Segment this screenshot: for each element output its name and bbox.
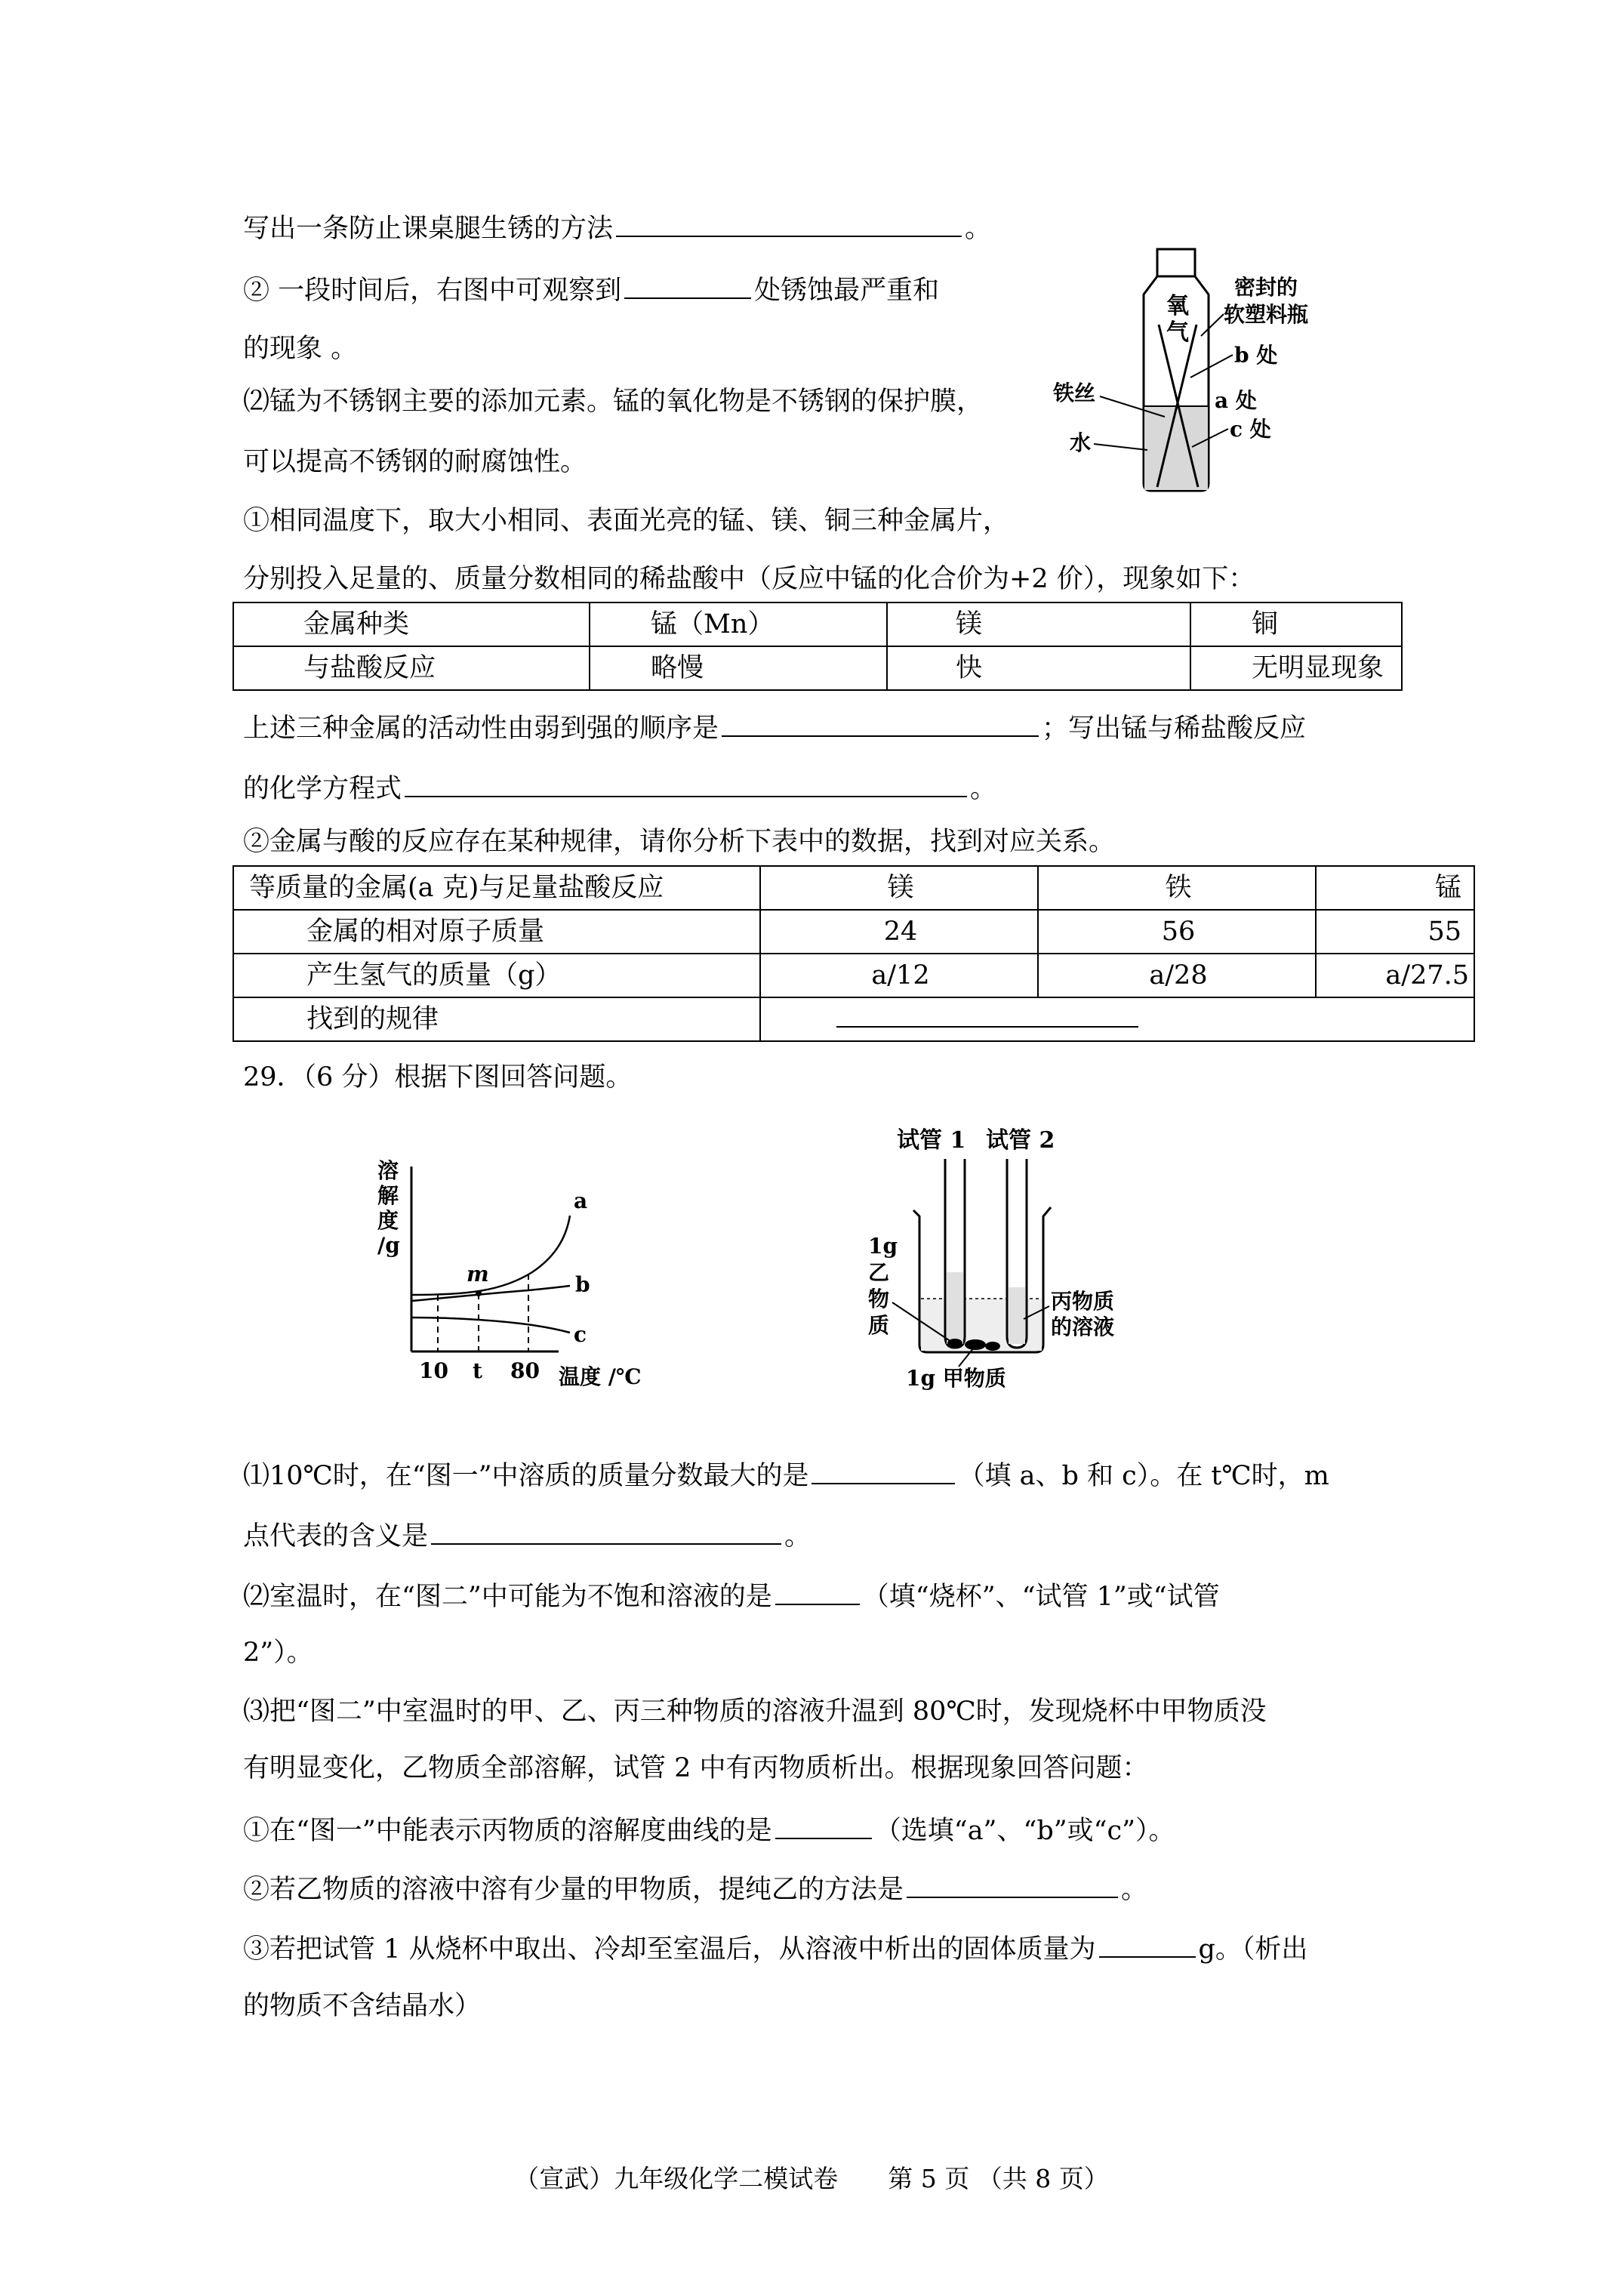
answer-blank[interactable] [616, 210, 962, 237]
page-footer: （宣武）九年级化学二模试卷 第 5 页 （共 8 页） [514, 2164, 1109, 2193]
point-m-label: m [467, 1262, 489, 1287]
sealed-bottle-label: 密封的 [1234, 275, 1298, 300]
table-row: 等质量的金属(a 克)与足量盐酸反应 镁 铁 锰 [233, 866, 1474, 910]
line-12: 点代表的含义是 。 [243, 1518, 811, 1553]
answer-blank[interactable] [775, 1812, 872, 1839]
curve-b-label: b [575, 1272, 590, 1297]
bottle-cap [1157, 249, 1195, 276]
line-7: 分别投入足量的、质量分数相同的稀盐酸中（反应中锰的化合价为+2 价），现象如下： [243, 564, 1255, 594]
line-17: ①在“图一”中能表示丙物质的溶解度曲线的是 （选填“a”、“b”或“c”）。 [243, 1812, 1175, 1848]
point-b-label: b 处 [1234, 343, 1278, 368]
point-c-label: c 处 [1230, 417, 1271, 442]
rust-bottle-figure [1053, 242, 1340, 498]
line-6: ①相同温度下，取大小相同、表面光亮的锰、镁、铜三种金属片， [243, 506, 1010, 536]
line-16: 有明显变化，乙物质全部溶解，试管 2 中有丙物质析出。根据现象回答问题： [243, 1753, 1149, 1783]
line-11: ⑴10℃时，在“图一”中溶质的质量分数最大的是 （填 a、b 和 c）。在 t℃时，m [243, 1457, 1329, 1493]
jia-label: 1g 甲物质 [906, 1366, 1006, 1391]
yi-label: 1g [868, 1234, 898, 1259]
point-a-label: a 处 [1215, 388, 1257, 413]
curve-a-label: a [574, 1188, 588, 1213]
table-row: 金属的相对原子质量 24 56 55 [233, 910, 1474, 954]
iron-wire-label: 铁丝 [1053, 381, 1096, 405]
metal-reaction-table [233, 602, 1403, 691]
curve-c-label: c [574, 1322, 587, 1347]
answer-blank[interactable] [1099, 1931, 1196, 1958]
tick-label: 80 [510, 1358, 540, 1383]
rule-answer-cell [760, 997, 1474, 1041]
table-row: 产生氢气的质量（g） a/12 a/28 a/27.5 [233, 954, 1474, 997]
curve-a [411, 1216, 570, 1295]
tick-label: t [473, 1358, 482, 1383]
line-2: ② 一段时间后，右图中可观察到 处锈蚀最严重和 [243, 272, 939, 307]
y-axis-label: 溶 [377, 1158, 399, 1183]
answer-blank[interactable] [812, 1457, 955, 1484]
tick-label: 10 [419, 1358, 448, 1383]
answer-blank[interactable] [722, 710, 1039, 737]
line-3: 的现象 。 [243, 334, 358, 364]
line-15: ⑶把“图二”中室温时的甲、乙、丙三种物质的溶液升温到 80℃时，发现烧杯中甲物质没 [243, 1697, 1267, 1727]
line-10: ②金属与酸的反应存在某种规律，请你分析下表中的数据，找到对应关系。 [243, 827, 1116, 857]
bing-solution-label: 的溶液 [1051, 1314, 1115, 1339]
water-fill [1144, 406, 1208, 490]
curve-c [411, 1318, 570, 1333]
solid-jia [985, 1342, 1000, 1351]
line-20: 的物质不含结晶水） [243, 1991, 482, 2021]
hydrogen-mass-table [233, 865, 1475, 1042]
line-14: 2”）。 [243, 1638, 313, 1668]
line-13: ⑵室温时，在“图二”中可能为不饱和溶液的是 （填“烧杯”、“试管 1”或“试管 [243, 1578, 1220, 1613]
answer-blank[interactable] [775, 1578, 860, 1605]
answer-blank[interactable] [836, 1003, 1138, 1028]
y-axis-label: 度 [377, 1208, 399, 1233]
line-19: ③若把试管 1 从烧杯中取出、冷却至室温后，从溶液中析出的固体质量为 g。（析出 [243, 1931, 1307, 1966]
table-row: 金属种类 锰（Mn） 镁 铜 [233, 603, 1402, 646]
line-4: ⑵锰为不锈钢主要的添加元素。锰的氧化物是不锈钢的保护膜， [243, 387, 984, 417]
solubility-curve-figure [370, 1144, 687, 1393]
y-axis-label: 解 [377, 1183, 399, 1208]
yi-label: 乙 [868, 1260, 890, 1285]
tube2-label: 试管 2 [986, 1127, 1055, 1154]
yi-label: 物 [868, 1287, 890, 1311]
bing-solution-label: 丙物质 [1051, 1289, 1115, 1314]
oxygen-label: 氧 [1166, 293, 1189, 319]
line-8: 上述三种金属的活动性由弱到强的顺序是 ；写出锰与稀盐酸反应 [243, 710, 1306, 745]
x-axis-label: 温度 /℃ [559, 1364, 642, 1389]
answer-blank[interactable] [624, 272, 751, 299]
yi-label: 质 [868, 1313, 890, 1338]
line-1: 写出一条防止课桌腿生锈的方法 。 [243, 210, 991, 245]
line-9: 的化学方程式 。 [243, 770, 996, 806]
test-tube-figure [845, 1121, 1132, 1401]
answer-blank[interactable] [431, 1518, 781, 1545]
answer-blank[interactable] [907, 1871, 1118, 1898]
solid-jia [965, 1339, 986, 1350]
line-5: 可以提高不锈钢的耐腐蚀性。 [243, 447, 587, 477]
answer-blank[interactable] [405, 770, 967, 797]
table-row: 找到的规律 [233, 997, 1474, 1041]
question-29: 29．（6 分）根据下图回答问题。 [243, 1062, 633, 1093]
oxygen-label: 气 [1166, 319, 1189, 346]
water-label: 水 [1070, 430, 1092, 455]
sealed-bottle-label: 软塑料瓶 [1224, 302, 1309, 327]
y-axis-label: /g [377, 1233, 400, 1258]
table-row: 与盐酸反应 略慢 快 无明显现象 [233, 646, 1402, 690]
tube1-label: 试管 1 [897, 1127, 966, 1154]
intersection-point [476, 1290, 482, 1296]
line-18: ②若乙物质的溶液中溶有少量的甲物质，提纯乙的方法是 。 [243, 1871, 1147, 1906]
